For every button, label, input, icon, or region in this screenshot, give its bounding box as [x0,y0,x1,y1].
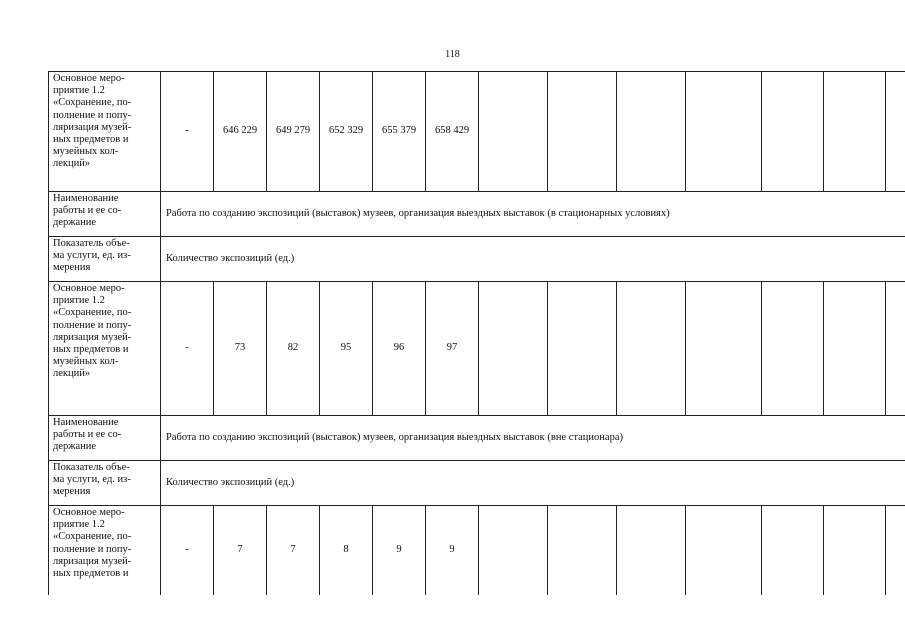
table-row [49,237,905,282]
work-description: Количество экспозиций (ед.) [161,237,905,282]
value-cell [886,282,905,416]
value-cell: 655 379 [373,72,426,192]
value-cell [617,506,686,595]
value-cell [886,72,905,192]
value-cell [479,72,548,192]
row-label: Наименование работы и ее со- держание [49,192,161,237]
row-label: Показатель объе- ма услуги, ед. из- мерения [49,237,161,282]
row-label: Основное меро- приятие 1.2 «Сохранение, по- полнение и попу- ляризация музей- ных предметов и музейных кол- лекций» [49,282,161,416]
value-cell [479,282,548,416]
value-cell [824,282,886,416]
work-description: Работа по созданию экспозиций (выставок) музеев, организация выездных выставок (в стационарных условиях) [161,192,905,237]
value-cell [686,506,762,595]
program-table [48,71,905,595]
value-cell: - [161,282,214,416]
table-row [49,461,905,506]
value-cell [686,282,762,416]
table-row [49,282,905,416]
value-cell: 7 [267,506,320,595]
value-cell [548,72,617,192]
value-cell [617,72,686,192]
value-cell: 9 [426,506,479,595]
value-cell [548,282,617,416]
row-label: Основное меро- приятие 1.2 «Сохранение, по- полнение и попу- ляризация музей- ных предметов и [49,506,161,595]
page-number: 118 [445,49,460,60]
value-cell [824,506,886,595]
value-cell [617,282,686,416]
row-label: Наименование работы и ее со- держание [49,416,161,461]
value-cell: 73 [214,282,267,416]
value-cell: 82 [267,282,320,416]
table-row [49,72,905,192]
row-label: Показатель объе- ма услуги, ед. из- мерения [49,461,161,506]
table-row [49,192,905,237]
value-cell [548,506,617,595]
value-cell: 97 [426,282,479,416]
value-cell [479,506,548,595]
value-cell [762,72,824,192]
row-label: Основное меро- приятие 1.2 «Сохранение, по- полнение и попу- ляризация музей- ных предметов и музейных кол- лекций» [49,72,161,192]
value-cell: 649 279 [267,72,320,192]
table-row [49,506,905,595]
value-cell: 9 [373,506,426,595]
table-body [49,72,905,595]
value-cell: - [161,72,214,192]
value-cell [762,506,824,595]
work-description: Количество экспозиций (ед.) [161,461,905,506]
value-cell: 658 429 [426,72,479,192]
value-cell: 646 229 [214,72,267,192]
table-row [49,416,905,461]
value-cell: 7 [214,506,267,595]
value-cell [886,506,905,595]
value-cell: 95 [320,282,373,416]
value-cell: 652 329 [320,72,373,192]
value-cell: 96 [373,282,426,416]
work-description: Работа по созданию экспозиций (выставок) музеев, организация выездных выставок (вне стационара) [161,416,905,461]
value-cell: - [161,506,214,595]
value-cell [762,282,824,416]
value-cell [824,72,886,192]
value-cell [686,72,762,192]
value-cell: 8 [320,506,373,595]
